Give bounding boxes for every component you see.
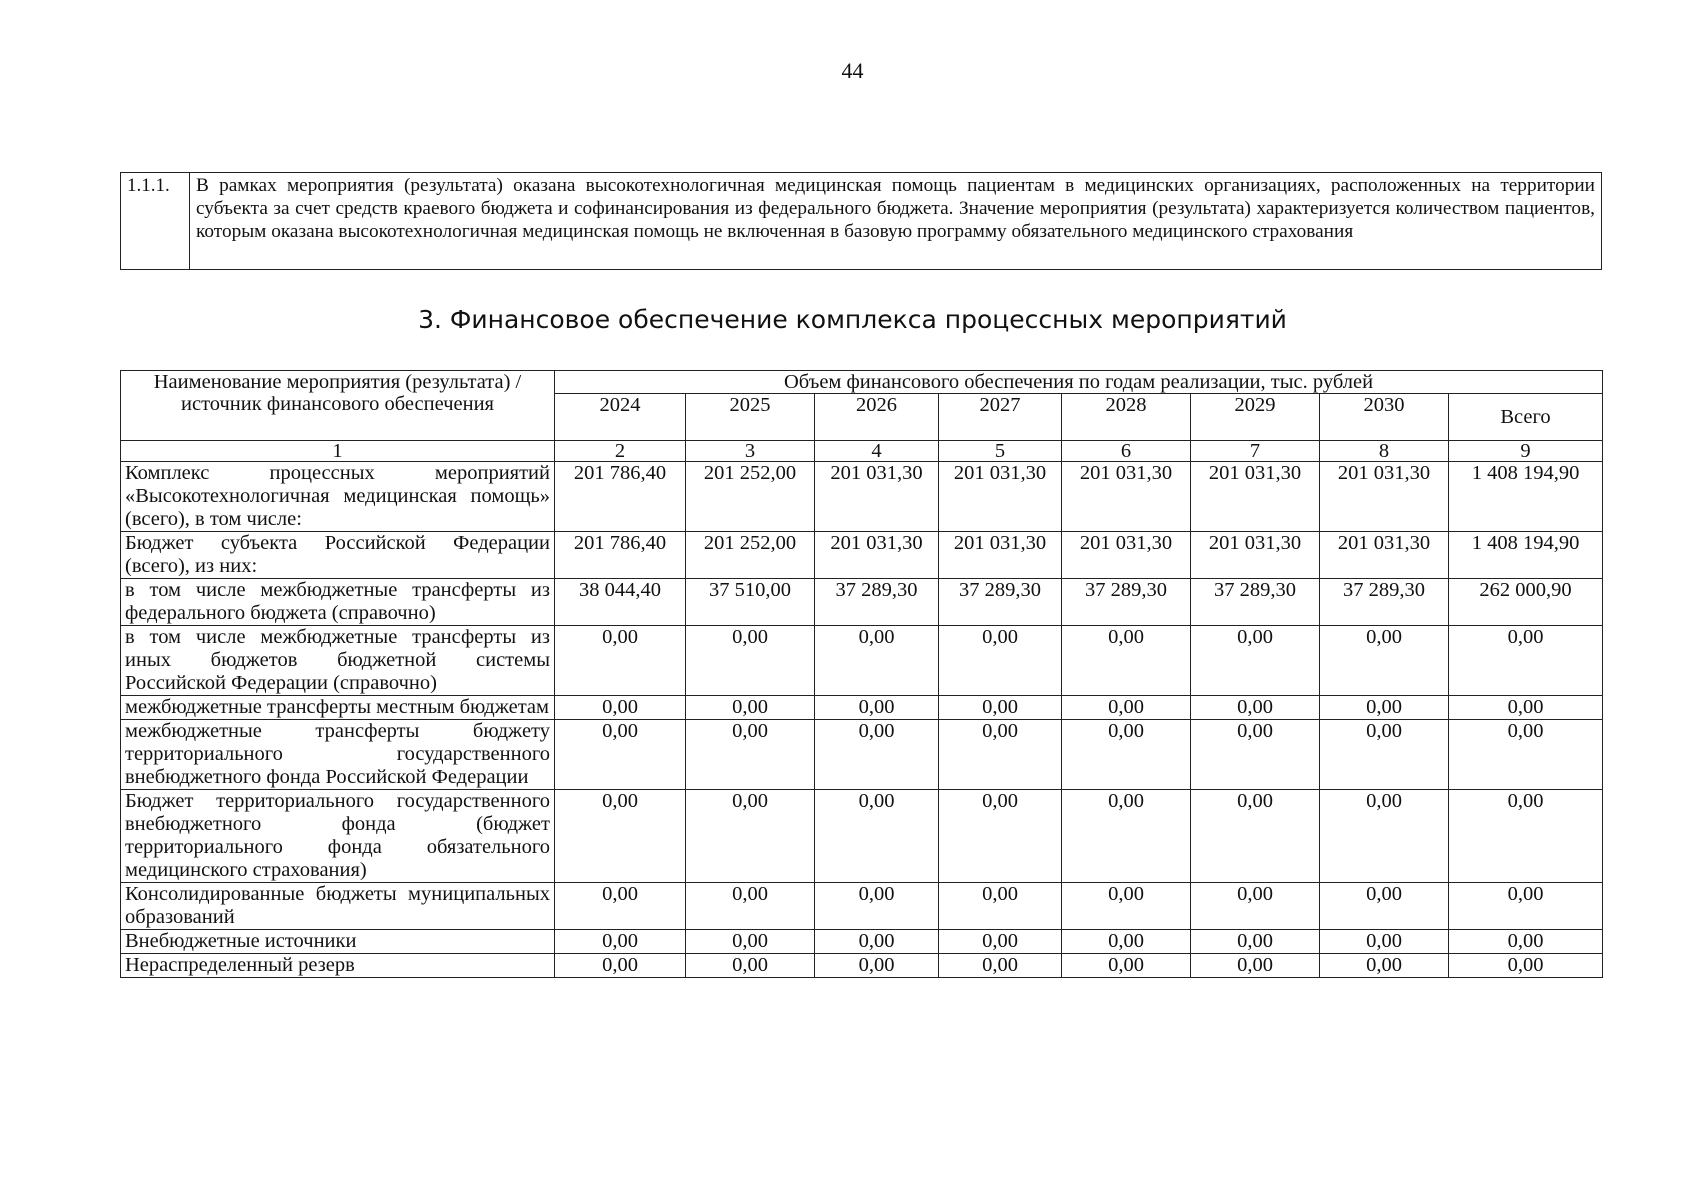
column-number: 5 <box>939 441 1062 462</box>
row-value: 0,00 <box>939 720 1062 790</box>
row-value: 0,00 <box>815 790 939 883</box>
row-value: 37 289,30 <box>939 579 1062 626</box>
row-value: 0,00 <box>1320 930 1449 954</box>
row-value: 0,00 <box>1320 883 1449 930</box>
row-total: 0,00 <box>1449 930 1603 954</box>
activity-description-box <box>120 172 1602 270</box>
row-value: 38 044,40 <box>555 579 686 626</box>
row-value: 0,00 <box>686 930 815 954</box>
row-name: Бюджет субъекта Российской Федерации (всего), из них: <box>121 532 555 579</box>
row-name: Нераспределенный резерв <box>121 954 555 978</box>
row-value: 0,00 <box>1320 696 1449 720</box>
row-value: 0,00 <box>939 883 1062 930</box>
year-header: 2028 <box>1062 394 1191 441</box>
table-row <box>121 930 1603 954</box>
year-header: 2030 <box>1320 394 1449 441</box>
row-value: 0,00 <box>1320 790 1449 883</box>
row-total: 262 000,90 <box>1449 579 1603 626</box>
row-name: Консолидированные бюджеты муниципальных образований <box>121 883 555 930</box>
row-value: 201 786,40 <box>555 532 686 579</box>
row-value: 0,00 <box>939 696 1062 720</box>
row-name: межбюджетные трансферты бюджету территориального государственного внебюджетного фонда Российской Федерации <box>121 720 555 790</box>
row-value: 0,00 <box>939 626 1062 696</box>
row-value: 0,00 <box>1062 720 1191 790</box>
column-number: 1 <box>121 441 555 462</box>
row-name: Бюджет территориального государственного внебюджетного фонда (бюджет территориального фонда обязательного медицинского страхования) <box>121 790 555 883</box>
column-number: 3 <box>686 441 815 462</box>
row-value: 37 289,30 <box>1191 579 1320 626</box>
row-value: 0,00 <box>815 930 939 954</box>
row-value: 37 289,30 <box>815 579 939 626</box>
row-value: 0,00 <box>939 790 1062 883</box>
row-value: 0,00 <box>1062 696 1191 720</box>
row-value: 0,00 <box>686 696 815 720</box>
financing-table <box>120 370 1603 978</box>
row-value: 0,00 <box>1191 626 1320 696</box>
year-header: 2024 <box>555 394 686 441</box>
total-header: Всего <box>1449 394 1603 441</box>
row-value: 201 031,30 <box>1191 462 1320 532</box>
row-value: 0,00 <box>1320 954 1449 978</box>
row-value: 0,00 <box>686 626 815 696</box>
funding-group-header: Объем финансового обеспечения по годам реализации, тыс. рублей <box>555 371 1603 394</box>
table-row <box>121 883 1603 930</box>
row-value: 0,00 <box>1191 930 1320 954</box>
row-value: 0,00 <box>1062 930 1191 954</box>
row-total: 0,00 <box>1449 720 1603 790</box>
row-value: 0,00 <box>686 720 815 790</box>
column-number: 4 <box>815 441 939 462</box>
row-value: 0,00 <box>1062 790 1191 883</box>
activity-code: 1.1.1. <box>121 173 190 269</box>
row-value: 0,00 <box>1320 626 1449 696</box>
row-total: 0,00 <box>1449 790 1603 883</box>
activity-description: В рамках мероприятия (результата) оказана высокотехнологичная медицинская помощь пациентам в медицинских организациях, расположенных на территории субъекта за счет средств краевого бюджета и софинансирования из федерального бюджета. Значение мероприятия (результата) характеризуется количеством пациентов, которым оказана высокотехнологичная медицинская помощь не включенная в базовую программу обязательного медицинского страхования <box>196 175 1595 242</box>
table-row <box>121 462 1603 532</box>
row-value: 37 289,30 <box>1320 579 1449 626</box>
column-number: 2 <box>555 441 686 462</box>
row-name: в том числе межбюджетные трансферты из иных бюджетов бюджетной системы Российской Федерации (справочно) <box>121 626 555 696</box>
row-total: 0,00 <box>1449 883 1603 930</box>
column-number-row <box>121 441 1603 462</box>
row-value: 201 031,30 <box>815 532 939 579</box>
row-value: 201 786,40 <box>555 462 686 532</box>
row-value: 0,00 <box>1320 720 1449 790</box>
row-value: 0,00 <box>555 720 686 790</box>
row-value: 201 031,30 <box>1062 462 1191 532</box>
row-value: 0,00 <box>686 883 815 930</box>
column-number: 7 <box>1191 441 1320 462</box>
year-header: 2027 <box>939 394 1062 441</box>
row-value: 0,00 <box>555 954 686 978</box>
table-row <box>121 790 1603 883</box>
row-value: 37 289,30 <box>1062 579 1191 626</box>
table-row <box>121 720 1603 790</box>
column-number: 9 <box>1449 441 1603 462</box>
row-total: 1 408 194,90 <box>1449 532 1603 579</box>
row-name: Комплекс процессных мероприятий «Высокотехнологичная медицинская помощь» (всего), в том числе: <box>121 462 555 532</box>
row-total: 0,00 <box>1449 626 1603 696</box>
row-name: в том числе межбюджетные трансферты из федерального бюджета (справочно) <box>121 579 555 626</box>
row-value: 0,00 <box>686 790 815 883</box>
row-value: 201 252,00 <box>686 532 815 579</box>
row-value: 0,00 <box>686 954 815 978</box>
row-value: 0,00 <box>555 696 686 720</box>
row-value: 0,00 <box>1191 954 1320 978</box>
row-value: 0,00 <box>1062 954 1191 978</box>
row-value: 0,00 <box>1191 720 1320 790</box>
row-value: 0,00 <box>555 883 686 930</box>
row-name: межбюджетные трансферты местным бюджетам <box>121 696 555 720</box>
row-value: 0,00 <box>1062 626 1191 696</box>
row-value: 0,00 <box>555 626 686 696</box>
year-header: 2025 <box>686 394 815 441</box>
row-value: 0,00 <box>1191 883 1320 930</box>
year-header: 2029 <box>1191 394 1320 441</box>
row-value: 201 031,30 <box>815 462 939 532</box>
row-value: 201 252,00 <box>686 462 815 532</box>
row-value: 0,00 <box>555 930 686 954</box>
row-value: 0,00 <box>815 954 939 978</box>
row-value: 0,00 <box>939 954 1062 978</box>
row-value: 201 031,30 <box>939 462 1062 532</box>
row-value: 0,00 <box>815 696 939 720</box>
section-title: 3. Финансовое обеспечение комплекса процессных мероприятий <box>418 305 1287 334</box>
row-value: 201 031,30 <box>1062 532 1191 579</box>
row-value: 37 510,00 <box>686 579 815 626</box>
column-number: 6 <box>1062 441 1191 462</box>
row-total: 1 408 194,90 <box>1449 462 1603 532</box>
table-row <box>121 532 1603 579</box>
column-number: 8 <box>1320 441 1449 462</box>
row-value: 0,00 <box>815 720 939 790</box>
row-total: 0,00 <box>1449 696 1603 720</box>
row-value: 0,00 <box>1191 790 1320 883</box>
row-value: 0,00 <box>1062 883 1191 930</box>
year-header: 2026 <box>815 394 939 441</box>
table-row <box>121 954 1603 978</box>
row-value: 201 031,30 <box>1320 462 1449 532</box>
row-value: 201 031,30 <box>1320 532 1449 579</box>
table-row <box>121 626 1603 696</box>
row-total: 0,00 <box>1449 954 1603 978</box>
row-value: 0,00 <box>555 790 686 883</box>
row-value: 0,00 <box>939 930 1062 954</box>
row-value: 0,00 <box>1191 696 1320 720</box>
table-header-row <box>121 371 1603 394</box>
name-column-header: Наименование мероприятия (результата) / источник финансового обеспечения <box>121 371 555 441</box>
row-value: 201 031,30 <box>1191 532 1320 579</box>
row-value: 0,00 <box>815 626 939 696</box>
page-number: 44 <box>841 58 864 83</box>
row-value: 201 031,30 <box>939 532 1062 579</box>
table-row <box>121 696 1603 720</box>
row-value: 0,00 <box>815 883 939 930</box>
row-name: Внебюджетные источники <box>121 930 555 954</box>
table-row <box>121 579 1603 626</box>
